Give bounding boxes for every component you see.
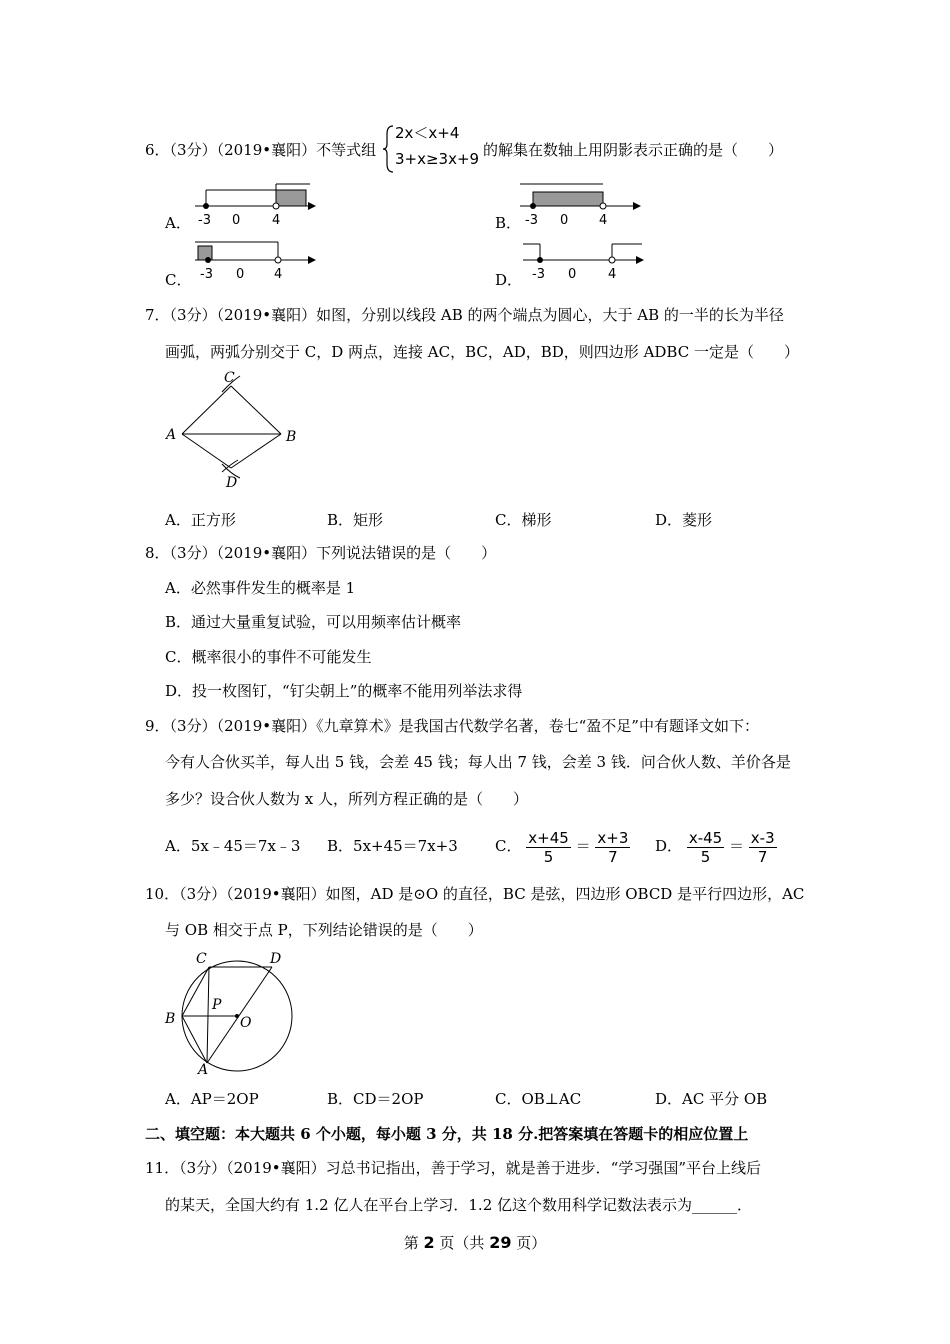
q10-option-d[interactable]: D．AC 平分 OB [655, 1090, 768, 1108]
q6-option-d-label[interactable]: D． [495, 271, 523, 289]
q9-option-d-label: D． [655, 837, 683, 855]
footer-pre: 第 [403, 1234, 424, 1252]
q7-line2: 画弧，两弧分别交于 C，D 两点，连接 AC，BC，AD，BD，则四边形 ADBC 一定是（ ） [165, 343, 799, 361]
q10-option-a[interactable]: A．AP＝2OP [165, 1090, 259, 1108]
q10-label-o: O [240, 1015, 252, 1031]
q9-c-fraction-left: $\frac{x+45}{5}$ [528, 828, 569, 866]
q9-d-equals: ＝ [728, 837, 744, 855]
q6-sys-line2: 3+x≥3x+9 [395, 150, 480, 168]
q6-option-d-numberline [518, 238, 648, 284]
q6-option-b-label[interactable]: B． [495, 214, 522, 232]
q9-c-equals: ＝ [575, 837, 591, 855]
q6-d-tick-neg3: -3 [532, 267, 545, 282]
q6-c-tick-4: 4 [274, 267, 283, 282]
q6-a-tick-4: 4 [272, 213, 281, 228]
footer-page-number: 2 [423, 1233, 435, 1252]
q10-label-p: P [212, 997, 222, 1013]
q6-c-tick-neg3: -3 [200, 267, 213, 282]
q6-option-c-numberline [190, 238, 320, 284]
q7-label-c: C [224, 370, 235, 386]
footer-post: 页） [511, 1234, 547, 1252]
q8-option-c[interactable]: C．概率很小的事件不可能发生 [165, 648, 372, 666]
q10-line1: 10．（3分）（2019•襄阳）如图，AD 是⊙O 的直径，BC 是弦，四边形 OBCD 是平行四边形，AC [145, 885, 805, 903]
q6-b-tick-4: 4 [599, 213, 608, 228]
q9-option-c-label: C． [495, 837, 522, 855]
q9-option-d[interactable] [655, 822, 777, 870]
q6-d-tick-0: 0 [568, 267, 577, 282]
q7-label-d: D [226, 475, 238, 491]
q6-option-a-label[interactable]: A． [165, 214, 191, 232]
q9-line3: 多少？设合伙人数为 x 人，所列方程正确的是（ ） [165, 790, 528, 808]
q10-option-c[interactable]: C．OB⊥AC [495, 1090, 582, 1108]
q10-line2: 与 OB 相交于点 P，下列结论错误的是（ ） [165, 921, 483, 939]
q6-option-b-numberline [515, 180, 645, 228]
q10-label-a: A [198, 1062, 209, 1076]
page-footer [0, 1232, 950, 1253]
q7-label-a: A [166, 427, 177, 443]
q6-option-a-numberline [190, 180, 320, 228]
q6-sys-line1: 2x＜x+4 [395, 124, 460, 142]
q6-option-c-label[interactable]: C． [165, 271, 192, 289]
q9-d-fraction-left: $\frac{x-45}{5}$ [688, 828, 723, 866]
q10-option-b[interactable]: B．CD＝2OP [327, 1090, 424, 1108]
q7-option-c[interactable]: C．梯形 [495, 511, 552, 529]
q6-c-tick-0: 0 [236, 267, 245, 282]
q8-option-b[interactable]: B．通过大量重复试验，可以用频率估计概率 [165, 613, 462, 631]
q10-label-d: D [270, 951, 282, 967]
q11-line1: 11．（3分）（2019•襄阳）习总书记指出，善于学习，就是善于进步．“学习强国”平台上线后 [145, 1159, 761, 1177]
q10-label-c: C [196, 951, 207, 967]
q9-d-fraction-right: $\frac{x-3}{7}$ [750, 828, 775, 866]
q7-option-b[interactable]: B．矩形 [327, 511, 384, 529]
q6-b-tick-neg3: -3 [525, 213, 538, 228]
q9-line1: 9．（3分）（2019•襄阳）《九章算术》是我国古代数学名著，卷七“盈不足”中有题译文如下： [145, 717, 759, 735]
q9-option-b[interactable]: B．5x+45＝7x+3 [327, 837, 458, 855]
section-heading-fill-in: 二、填空题：本大题共 6 个小题，每小题 3 分，共 18 分.把答案填在答题卡的相应位置上 [145, 1125, 749, 1143]
q6-head: 6．（3分）（2019•襄阳）不等式组 [145, 141, 377, 159]
q8-line: 8．（3分）（2019•襄阳）下列说法错误的是（ ） [145, 544, 497, 562]
q9-c-fraction-right: $\frac{x+3}{7}$ [597, 828, 629, 866]
q7-option-a[interactable]: A．正方形 [165, 511, 236, 529]
q6-a-tick-neg3: -3 [198, 213, 211, 228]
q10-figure-circle [160, 946, 300, 1076]
q11-line2: 的某天，全国大约有 1.2 亿人在平台上学习．1.2 亿这个数用科学记数法表示为______． [165, 1196, 753, 1214]
q7-line1: 7．（3分）（2019•襄阳）如图，分别以线段 AB 的两个端点为圆心，大于 AB 的一半的长为半径 [145, 306, 784, 324]
footer-mid: 页（共 [434, 1234, 490, 1252]
q8-option-a[interactable]: A．必然事件发生的概率是 1 [165, 579, 356, 597]
q6-a-tick-0: 0 [232, 213, 241, 228]
q9-option-a[interactable]: A．5x﹣45＝7x﹣3 [165, 837, 301, 855]
q10-label-b: B [165, 1011, 176, 1027]
q6-d-tick-4: 4 [608, 267, 617, 282]
q7-label-b: B [286, 429, 297, 445]
brace-icon [383, 124, 395, 174]
q9-line2: 今有人合伙买羊，每人出 5 钱，会差 45 钱；每人出 7 钱，会差 3 钱．问合伙人数、羊价各是 [165, 753, 791, 771]
q6-tail: 的解集在数轴上用阴影表示正确的是（ ） [483, 141, 784, 159]
q9-option-c[interactable] [495, 822, 630, 870]
q6-b-tick-0: 0 [560, 213, 569, 228]
footer-total-pages: 29 [489, 1233, 512, 1252]
q7-option-d[interactable]: D．菱形 [655, 511, 713, 529]
q8-option-d[interactable]: D．投一枚图钉，“钉尖朝上”的概率不能用列举法求得 [165, 682, 523, 700]
q7-figure-rhombus [160, 368, 310, 493]
